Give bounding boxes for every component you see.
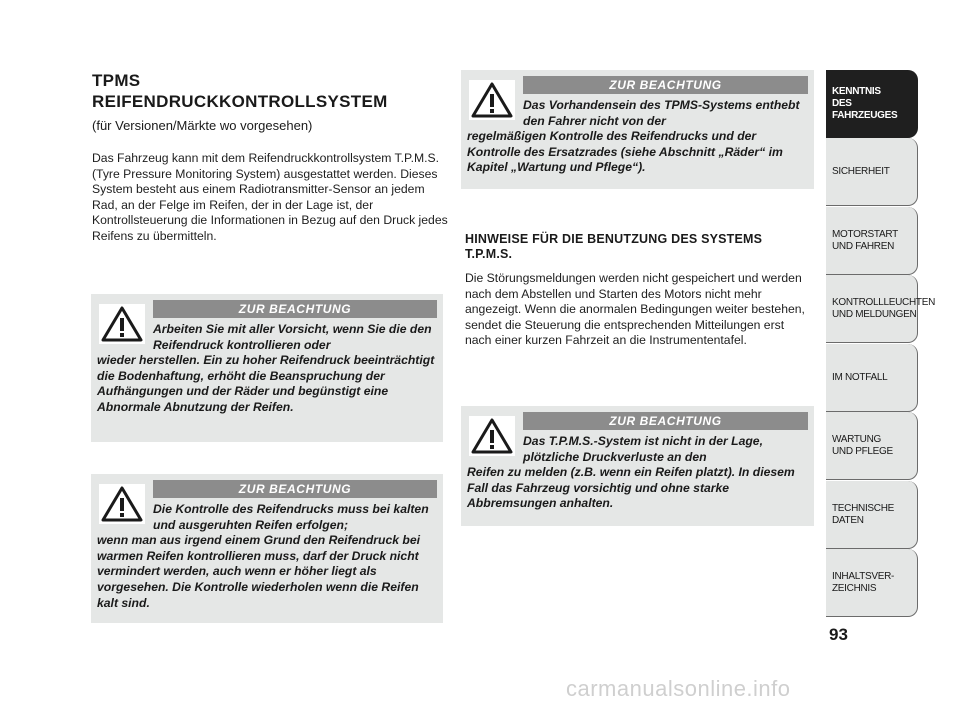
- chapter-tab-technische-daten[interactable]: [826, 481, 918, 549]
- chapter-tab-kenntnis[interactable]: [826, 70, 918, 138]
- chapter-tab-line1: TECHNISCHE: [832, 502, 895, 514]
- chapter-tab-inhaltsverzeichnis[interactable]: [826, 549, 918, 617]
- chapter-tab-line1: WARTUNG: [832, 433, 882, 445]
- title-line-2: REIFENDRUCKKONTROLLSYSTEM: [92, 92, 388, 111]
- chapter-tab-line2: DATEN: [832, 514, 864, 526]
- warning-text-indent: Die Kontrolle des Reifendrucks muss bei kalten und ausgeruhten Reifen erfolgen;: [153, 502, 429, 532]
- section-paragraph: Die Störungsmeldungen werden nicht gespeichert und werden nach dem Abstellen und Starten des Motors nicht mehr angezeigt. Wenn die anormalen Bedingungen weiter bestehen, sendet die Steuerung die entsprechenden Mitteilungen erst nach einer kurzen Fahrzeit an die Instrumententafel.: [465, 271, 805, 348]
- warning-text-rest: regelmäßigen Kontrolle des Reifendrucks und der Kontrolle des Ersatzrades (siehe Abschnitt „Räder“ im Kapitel „Wartung und Pflege“).: [467, 129, 783, 175]
- chapter-tab-line1: IM NOTFALL: [832, 371, 888, 383]
- section-heading: HINWEISE FÜR DIE BENUTZUNG DES SYSTEMS T.P.M.S.: [465, 232, 763, 261]
- warning-box-4: [461, 406, 814, 526]
- chapter-tab-line1: MOTORSTART: [832, 228, 898, 240]
- chapter-tab-line2: UND PFLEGE: [832, 445, 893, 457]
- warning-box-2: [91, 474, 443, 623]
- chapter-tab-line2: UND MELDUNGEN: [832, 308, 917, 320]
- watermark: carmanualsonline.info: [566, 676, 791, 701]
- warning-box-1: [91, 294, 443, 442]
- warning-header: ZUR BEACHTUNG: [523, 412, 808, 430]
- chapter-tab-kontrollleuchten[interactable]: [826, 275, 935, 343]
- warning-text-indent: Das Vorhandensein des TPMS-Systems enthebt den Fahrer nicht von der: [523, 98, 800, 128]
- warning-text-rest: wenn man aus irgend einem Grund den Reifendruck bei warmen Reifen kontrollieren muss, darf der Druck nicht vermindert werden, auch wenn er höher liegt als vorgesehen. Die Kontrolle wiederholen wenn die Reifen kalt sind.: [97, 533, 421, 610]
- page-title: [92, 70, 452, 112]
- intro-paragraph: Das Fahrzeug kann mit dem Reifendruckkontrollsystem T.P.M.S. (Tyre Pressure Monitoring System) ausgestattet werden. Dieses System besteht aus einem Radiotransmitter-Sensor an jedem Rad, an der Felge im Reifen, der in der Lage ist, der Kontrollsteuerung die Informationen in Bezug auf den Druck jedes Reifens zu übermitteln.: [92, 151, 448, 243]
- warning-text-rest: Reifen zu melden (z.B. wenn ein Reifen platzt). In diesem Fall das Fahrzeug vorsichtig und ohne starke Abbremsungen anhalten.: [467, 465, 795, 511]
- chapter-tab-motorstart[interactable]: [826, 207, 918, 275]
- chapter-tab-line1: INHALTSVER-: [832, 570, 895, 582]
- chapter-tab-line1: SICHERHEIT: [832, 165, 890, 177]
- chapter-sidebar: [826, 70, 935, 618]
- warning-text: [97, 502, 437, 611]
- page-number: 93: [829, 625, 848, 644]
- warning-text-indent: Das T.P.M.S.-System ist nicht in der Lage, plötzliche Druckverluste an den: [523, 434, 763, 464]
- chapter-tab-line1: KONTROLLLEUCHTEN: [832, 296, 935, 308]
- warning-header: ZUR BEACHTUNG: [523, 76, 808, 94]
- warning-text-rest: wieder herstellen. Ein zu hoher Reifendruck beeinträchtigt die Bodenhaftung, erhöht die Beanspruchung der Aufhängungen und der Räder und begünstigt eine Abnormale Abnutzung der Reifen.: [97, 353, 435, 414]
- title-line-1: TPMS: [92, 71, 141, 90]
- page-subtitle: (für Versionen/Märkte wo vorgesehen): [92, 118, 313, 133]
- chapter-tab-wartung[interactable]: [826, 412, 918, 480]
- warning-header: ZUR BEACHTUNG: [153, 480, 437, 498]
- warning-text: [97, 322, 437, 416]
- warning-header: ZUR BEACHTUNG: [153, 300, 437, 318]
- chapter-tab-sicherheit[interactable]: [826, 138, 918, 206]
- chapter-tab-line2: ZEICHNIS: [832, 582, 877, 594]
- chapter-tab-line1: KENNTNIS: [832, 85, 881, 97]
- warning-text: [467, 98, 807, 176]
- chapter-tab-line2: DES FAHRZEUGES: [832, 97, 898, 121]
- warning-box-3: [461, 70, 814, 189]
- warning-text: [467, 434, 807, 512]
- warning-text-indent: Arbeiten Sie mit aller Vorsicht, wenn Sie die den Reifendruck kontrollieren oder: [153, 322, 432, 352]
- chapter-tab-notfall[interactable]: [826, 344, 918, 412]
- chapter-tab-line2: UND FAHREN: [832, 240, 895, 252]
